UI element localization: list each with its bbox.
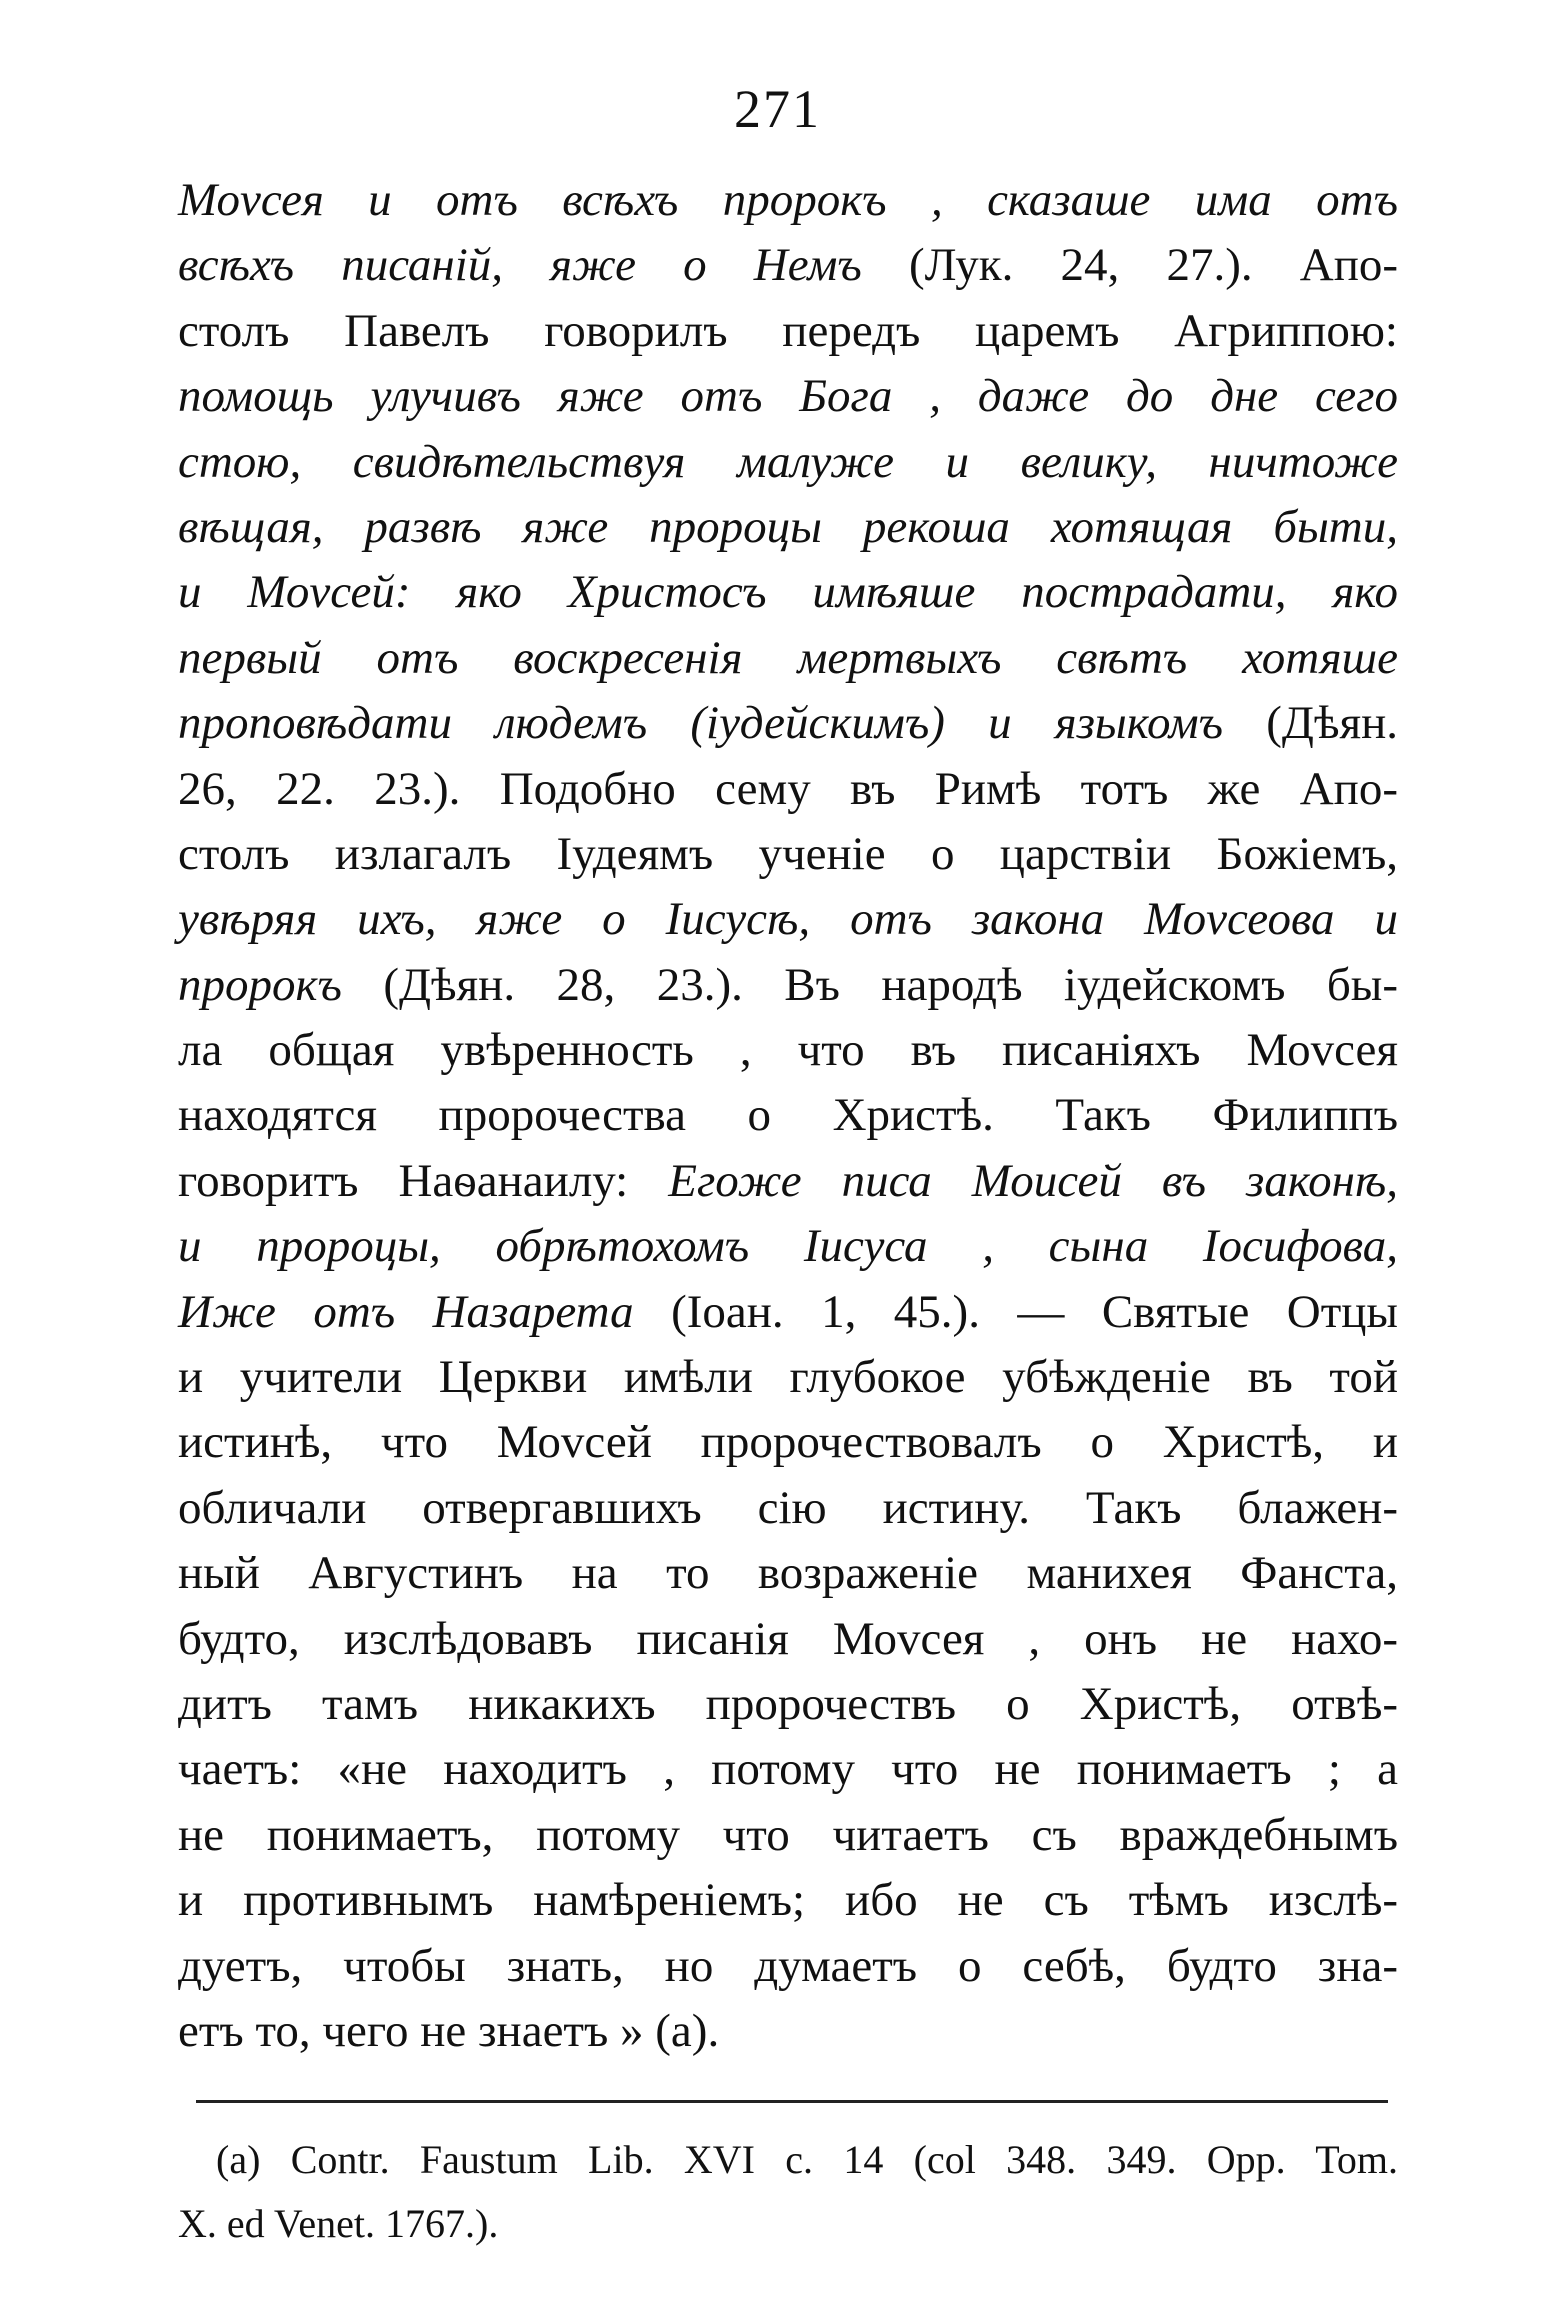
text-segment: дитъ тамъ никакихъ пророчествъ о Христѣ, отвѣ- <box>178 1677 1398 1730</box>
text-segment: (Дѣян. <box>1223 697 1398 750</box>
text-segment: етъ то, чего не знаетъ » (а). <box>178 2004 720 2057</box>
text-line <box>178 1672 1398 1737</box>
text-line <box>178 1345 1398 1410</box>
italic-segment: стою, свидѣтельствуя малуже и велику, ничтоже <box>178 435 1398 488</box>
text-line <box>178 168 1398 233</box>
text-segment: столъ Павелъ говорилъ передъ царемъ Агриппою: <box>178 304 1398 357</box>
footnote <box>178 2128 1398 2256</box>
text-line <box>178 887 1398 952</box>
text-line <box>178 626 1398 691</box>
text-line <box>178 822 1398 887</box>
footnote-line: (а) Contr. Faustum Lib. XVI c. 14 (col 348. 349. Opp. Tom. <box>216 2137 1398 2182</box>
text-line <box>178 1934 1398 1999</box>
text-segment: чаетъ: «не находитъ , потому что не понимаетъ ; а <box>178 1743 1398 1796</box>
italic-segment: Егоже писа Моисей въ законѣ, <box>668 1154 1398 1207</box>
text-line <box>178 1999 1398 2064</box>
text-line <box>178 1280 1398 1345</box>
text-segment: (Іоан. 1, 45.). — Святые Отцы <box>633 1285 1398 1338</box>
text-segment: ный Августинъ на то возраженіе манихея Фанста, <box>178 1547 1398 1600</box>
footnote-divider <box>196 2100 1388 2103</box>
text-segment: будто, изслѣдовавъ писанія Моvсея , онъ не нахо- <box>178 1612 1398 1665</box>
italic-segment: помощь улучивъ яже отъ Бога , даже до дне сего <box>178 370 1398 423</box>
text-segment: (Дѣян. 28, 23.). Въ народѣ іудейскомъ бы- <box>341 958 1398 1011</box>
text-line <box>178 1868 1398 1933</box>
text-segment: и учители Церкви имѣли глубокое убѣжденіе въ той <box>178 1351 1398 1404</box>
italic-segment: вѣщая, развѣ яже пророцы рекоша хотящая быти, <box>178 500 1398 553</box>
text-segment: дуетъ, чтобы знать, но думаетъ о себѣ, будто зна- <box>178 1939 1398 1992</box>
italic-segment: увѣряя ихъ, яже о Іисусѣ, отъ закона Моvсеова и <box>178 893 1398 946</box>
text-line <box>178 364 1398 429</box>
footnote-line: X. ed Venet. 1767.). <box>178 2201 499 2246</box>
text-line <box>178 1541 1398 1606</box>
italic-segment: Моvсея и отъ всѣхъ пророкъ , сказаше има отъ <box>178 174 1398 226</box>
text-segment: 26, 22. 23.). Подобно сему въ Римѣ тотъ же Апо- <box>178 762 1398 815</box>
italic-segment: и Моvсей: яко Христосъ имѣяше пострадати, яко <box>178 566 1398 619</box>
italic-segment: первый отъ воскресенія мертвыхъ свѣтъ хотяше <box>178 631 1398 684</box>
text-segment: ла общая увѣренность , что въ писаніяхъ Моvсея <box>178 1024 1398 1077</box>
text-line <box>178 1476 1398 1541</box>
text-line <box>178 1149 1398 1214</box>
body-text <box>178 168 1398 2064</box>
italic-segment: всѣхъ писаній, яже о Немъ <box>178 239 862 292</box>
italic-segment: Иже отъ Назарета <box>178 1285 634 1338</box>
text-line <box>178 233 1398 298</box>
italic-segment: и пророцы, обрѣтохомъ Іисуса , сына Іосифова, <box>178 1220 1398 1273</box>
text-segment: обличали отвергавшихъ сію истину. Такъ блажен- <box>178 1481 1398 1534</box>
page-number: 271 <box>734 79 821 139</box>
text-segment: и противнымъ намѣреніемъ; ибо не съ тѣмъ изслѣ- <box>178 1874 1398 1927</box>
text-line <box>178 560 1398 625</box>
text-line <box>178 1083 1398 1148</box>
text-line <box>178 953 1398 1018</box>
text-line <box>178 495 1398 560</box>
text-line <box>178 430 1398 495</box>
italic-segment: проповѣдати людемъ (іудейскимъ) и языкомъ <box>178 697 1224 750</box>
text-segment: находятся пророчества о Христѣ. Такъ Филиппъ <box>178 1089 1398 1142</box>
text-line <box>178 1737 1398 1802</box>
text-segment: говоритъ Наѳанаилу: <box>178 1154 669 1207</box>
text-line <box>178 1018 1398 1083</box>
italic-segment: пророкъ <box>178 958 342 1011</box>
text-line <box>178 299 1398 364</box>
text-line <box>178 1803 1398 1868</box>
text-line <box>178 757 1398 822</box>
text-segment: (Лук. 24, 27.). Апо- <box>861 239 1398 292</box>
text-line <box>178 1214 1398 1279</box>
text-line <box>178 1607 1398 1672</box>
text-line <box>178 1410 1398 1475</box>
text-segment: не понимаетъ, потому что читаетъ съ враждебнымъ <box>178 1808 1398 1861</box>
text-segment: истинѣ, что Моvсей пророчествовалъ о Христѣ, и <box>178 1416 1398 1469</box>
text-line <box>178 691 1398 756</box>
text-segment: столъ излагалъ Іудеямъ ученіе о царствіи Божіемъ, <box>178 827 1398 880</box>
